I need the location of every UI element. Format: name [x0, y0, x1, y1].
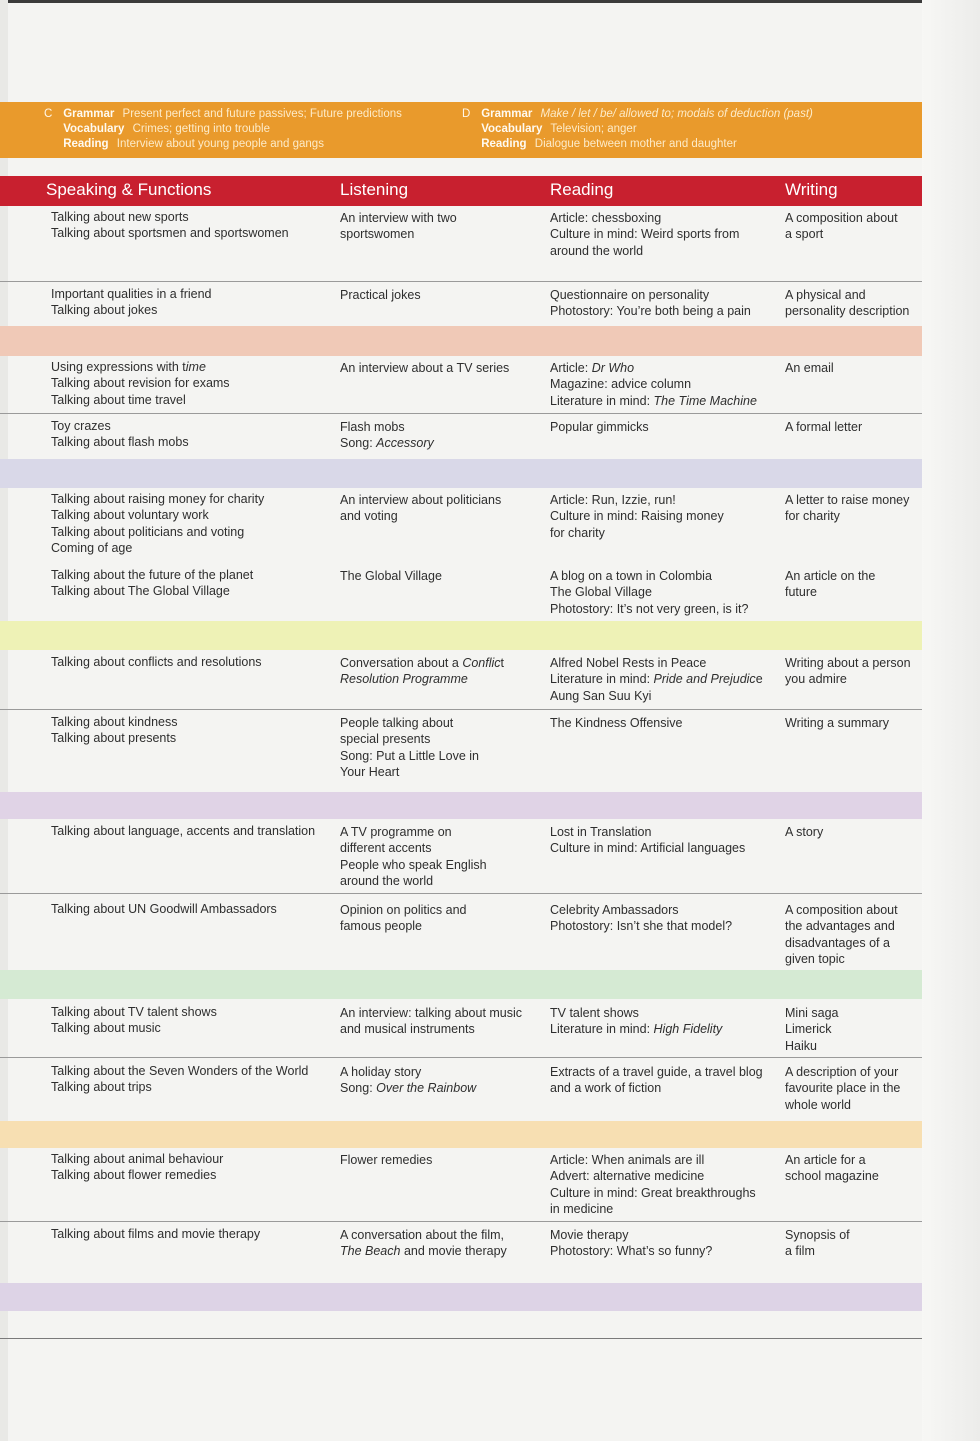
speaking-cell: [51, 654, 336, 670]
writing-line: a film: [785, 1244, 815, 1259]
listening-line: An interview about a TV series: [340, 361, 510, 375]
speaking-line: Talking about kindness: [51, 715, 178, 729]
writing-line: Limerick: [785, 1022, 832, 1037]
speaking-line: Talking about sportsmen and sportswomen: [51, 226, 289, 241]
row-separator: [0, 413, 922, 414]
speaking-line: Talking about raising money for charity: [51, 492, 265, 506]
reading-line: for charity: [550, 525, 605, 540]
speaking-cell: [51, 901, 336, 917]
writing-cell: [785, 1152, 920, 1185]
writing-line: An article on the: [785, 569, 876, 583]
speaking-line: Using expressions with time: [51, 360, 206, 374]
writing-cell: [785, 1005, 920, 1054]
speaking-line: Talking about flash mobs: [51, 435, 189, 450]
writing-cell: [785, 1227, 920, 1260]
reading-line: Article: Run, Izzie, run!: [550, 493, 676, 507]
writing-cell: [785, 210, 920, 243]
writing-line: A description of your: [785, 1065, 899, 1079]
writing-line: given topic: [785, 951, 845, 966]
speaking-line: Coming of age: [51, 540, 133, 555]
listening-cell: [340, 1064, 545, 1097]
reading-cell: [550, 1152, 780, 1217]
writing-line: An article for a: [785, 1153, 866, 1167]
speaking-cell: [51, 359, 336, 408]
listening-line: sportswomen: [340, 227, 415, 242]
listening-line: A TV programme on: [340, 825, 452, 839]
reading-cell: [550, 210, 780, 259]
listening-line: People who speak English: [340, 857, 487, 872]
listening-line: An interview about politicians: [340, 493, 502, 507]
speaking-line: Talking about TV talent shows: [51, 1005, 217, 1019]
speaking-line: Talking about animal behaviour: [51, 1152, 224, 1166]
reading-line: Advert: alternative medicine: [550, 1169, 705, 1184]
writing-line: A composition about: [785, 903, 898, 917]
unit-divider-band: [0, 1121, 922, 1148]
reading-line: around the world: [550, 243, 644, 258]
speaking-line: Important qualities in a friend: [51, 287, 212, 301]
listening-line: Song: Put a Little Love in: [340, 748, 479, 763]
speaking-line: Talking about revision for exams: [51, 376, 230, 391]
listening-line: and voting: [340, 509, 398, 524]
unit-divider-band: [0, 792, 922, 819]
reading-line: Lost in Translation: [550, 825, 652, 839]
listening-cell: [340, 287, 545, 303]
reading-line: Aung San Suu Kyi: [550, 688, 652, 703]
speaking-cell: [51, 567, 336, 600]
writing-line: Mini saga: [785, 1006, 839, 1020]
reading-line: Photostory: You’re both being a pain: [550, 304, 751, 319]
speaking-cell: [51, 823, 336, 839]
reading-cell: [550, 287, 780, 320]
listening-line: Opinion on politics and: [340, 903, 467, 917]
grammar-value: Make / let / be/ allowed to; modals of deduction (past): [540, 108, 813, 120]
writing-line: for charity: [785, 509, 840, 524]
vocabulary-label: Vocabulary: [481, 123, 543, 135]
speaking-cell: [51, 1226, 336, 1242]
header-reading: Reading: [550, 180, 614, 199]
reading-line: Popular gimmicks: [550, 420, 649, 434]
row-separator: [0, 709, 922, 710]
listening-line: A holiday story: [340, 1065, 422, 1079]
reading-cell: [550, 492, 780, 541]
writing-line: the advantages and: [785, 919, 895, 934]
speaking-line: Talking about films and movie therapy: [51, 1227, 261, 1241]
writing-cell: [785, 824, 920, 840]
listening-cell: [340, 655, 545, 688]
listening-cell: [340, 492, 545, 525]
reading-label: Reading: [481, 138, 527, 150]
listening-cell: [340, 824, 545, 889]
reading-line: Article: When animals are ill: [550, 1153, 705, 1167]
reading-line: Culture in mind: Artificial languages: [550, 841, 746, 856]
vocabulary-value: Crimes; getting into trouble: [132, 123, 270, 135]
unit-d-summary: [462, 107, 813, 152]
reading-line: and a work of fiction: [550, 1081, 662, 1096]
row-separator: [0, 1057, 922, 1058]
table-header: [0, 176, 922, 206]
page-binding-shadow: [0, 0, 8, 1441]
speaking-cell: [51, 1004, 336, 1037]
reading-line: Questionnaire on personality: [550, 288, 710, 302]
reading-cell: [550, 419, 780, 435]
row-separator: [0, 893, 922, 894]
unit-divider-band: [0, 970, 922, 999]
writing-line: A physical and: [785, 288, 866, 302]
listening-line: The Beach and movie therapy: [340, 1244, 507, 1259]
writing-cell: [785, 1064, 920, 1113]
listening-line: around the world: [340, 873, 434, 888]
reading-line: Literature in mind: High Fidelity: [550, 1022, 723, 1037]
reading-line: Photostory: It’s not very green, is it?: [550, 601, 749, 616]
reading-line: Culture in mind: Weird sports from: [550, 227, 740, 242]
writing-line: Synopsis of: [785, 1228, 850, 1242]
unit-letter: C: [44, 108, 53, 120]
writing-line: disadvantages of a: [785, 935, 890, 950]
reading-line: The Kindness Offensive: [550, 716, 683, 730]
speaking-line: Talking about language, accents and translation: [51, 824, 316, 838]
speaking-line: Talking about the Seven Wonders of the World: [51, 1064, 309, 1078]
listening-cell: [340, 1005, 545, 1038]
reading-line: TV talent shows: [550, 1006, 639, 1020]
reading-cell: [550, 568, 780, 617]
reading-cell: [550, 655, 780, 704]
reading-line: Photostory: What’s so funny?: [550, 1244, 713, 1259]
listening-line: Resolution Programme: [340, 672, 468, 687]
speaking-cell: [51, 209, 336, 242]
unit-divider-band: [0, 326, 922, 356]
listening-line: Flash mobs: [340, 420, 405, 434]
reading-cell: [550, 715, 780, 731]
writing-line: A formal letter: [785, 420, 863, 434]
listening-line: famous people: [340, 919, 423, 934]
writing-line: A story: [785, 825, 824, 839]
speaking-line: Talking about the future of the planet: [51, 568, 254, 582]
reading-cell: [550, 824, 780, 857]
listening-cell: [340, 210, 545, 243]
listening-line: An interview: talking about music: [340, 1006, 523, 1020]
unit-c-summary: [44, 107, 402, 152]
writing-line: A letter to raise money: [785, 493, 910, 507]
listening-cell: [340, 419, 545, 452]
reading-cell: [550, 1064, 780, 1097]
reading-value: Interview about young people and gangs: [116, 138, 324, 150]
speaking-line: Talking about jokes: [51, 303, 158, 318]
writing-cell: [785, 655, 920, 688]
page-top-edge: [0, 0, 980, 3]
listening-cell: [340, 715, 545, 780]
writing-cell: [785, 492, 920, 525]
reading-line: Photostory: Isn’t she that model?: [550, 919, 733, 934]
reading-line: in medicine: [550, 1201, 614, 1216]
reading-label: Reading: [63, 138, 109, 150]
vocabulary-value: Television; anger: [550, 123, 637, 135]
reading-cell: [550, 1005, 780, 1038]
writing-cell: [785, 568, 920, 601]
listening-line: Song: Accessory: [340, 436, 434, 451]
speaking-line: Toy crazes: [51, 419, 111, 433]
unit-divider-band: [0, 621, 922, 650]
speaking-cell: [51, 286, 336, 319]
reading-cell: [550, 1227, 780, 1260]
writing-line: future: [785, 585, 817, 600]
reading-line: Alfred Nobel Rests in Peace: [550, 656, 707, 670]
reading-cell: [550, 902, 780, 935]
writing-cell: [785, 715, 920, 731]
listening-line: special presents: [340, 732, 431, 747]
reading-line: Culture in mind: Great breakthroughs: [550, 1185, 756, 1200]
listening-line: Your Heart: [340, 764, 400, 779]
reading-line: Literature in mind: The Time Machine: [550, 393, 757, 408]
unit-summary-band: [0, 102, 922, 158]
writing-cell: [785, 902, 920, 967]
reading-line: Extracts of a travel guide, a travel blog: [550, 1065, 763, 1079]
writing-line: Haiku: [785, 1038, 817, 1053]
speaking-cell: [51, 418, 336, 451]
speaking-line: Talking about trips: [51, 1080, 152, 1095]
unit-divider-band: [0, 459, 922, 488]
speaking-line: Talking about The Global Village: [51, 584, 230, 599]
listening-line: Conversation about a Conflict: [340, 656, 505, 670]
grammar-value: Present perfect and future passives; Future predictions: [122, 108, 402, 120]
listening-cell: [340, 902, 545, 935]
speaking-line: Talking about new sports: [51, 210, 189, 224]
row-separator: [0, 281, 922, 282]
reading-value: Dialogue between mother and daughter: [534, 138, 737, 150]
writing-cell: [785, 419, 920, 435]
reading-line: Literature in mind: Pride and Prejudice: [550, 672, 763, 687]
writing-cell: [785, 360, 920, 376]
reading-cell: [550, 360, 780, 409]
grammar-label: Grammar: [481, 108, 533, 120]
writing-line: An email: [785, 361, 834, 375]
listening-line: An interview with two: [340, 211, 457, 225]
reading-line: Article: Dr Who: [550, 361, 635, 375]
speaking-cell: [51, 491, 336, 556]
unit-letter: D: [462, 108, 471, 120]
header-listening: Listening: [340, 180, 409, 199]
listening-cell: [340, 1227, 545, 1260]
listening-line: Practical jokes: [340, 288, 421, 302]
writing-cell: [785, 287, 920, 320]
listening-line: Song: Over the Rainbow: [340, 1081, 477, 1096]
header-speaking: Speaking & Functions: [46, 180, 212, 199]
bottom-rule: [0, 1338, 922, 1339]
reading-line: The Global Village: [550, 585, 652, 600]
speaking-cell: [51, 714, 336, 747]
writing-line: Writing a summary: [785, 716, 889, 730]
reading-line: A blog on a town in Colombia: [550, 569, 712, 583]
listening-line: A conversation about the film,: [340, 1228, 504, 1242]
listening-line: and musical instruments: [340, 1022, 475, 1037]
listening-line: The Global Village: [340, 569, 442, 583]
writing-line: school magazine: [785, 1169, 879, 1184]
speaking-cell: [51, 1151, 336, 1184]
reading-line: Article: chessboxing: [550, 211, 662, 225]
writing-line: you admire: [785, 672, 847, 687]
speaking-line: Talking about flower remedies: [51, 1168, 217, 1183]
listening-cell: [340, 568, 545, 584]
writing-line: whole world: [785, 1097, 852, 1112]
writing-line: A composition about: [785, 211, 898, 225]
reading-line: Magazine: advice column: [550, 377, 692, 392]
unit-divider-band: [0, 1283, 922, 1311]
listening-line: Flower remedies: [340, 1153, 433, 1167]
writing-line: favourite place in the: [785, 1081, 901, 1096]
speaking-line: Talking about music: [51, 1021, 161, 1036]
speaking-line: Talking about conflicts and resolutions: [51, 655, 262, 669]
reading-line: Celebrity Ambassadors: [550, 903, 679, 917]
page-right-margin: [922, 0, 980, 1441]
reading-line: Movie therapy: [550, 1228, 629, 1242]
listening-cell: [340, 1152, 545, 1168]
speaking-line: Talking about voluntary work: [51, 508, 209, 523]
grammar-label: Grammar: [63, 108, 115, 120]
speaking-line: Talking about presents: [51, 731, 177, 746]
listening-cell: [340, 360, 545, 376]
header-writing: Writing: [785, 180, 838, 199]
writing-line: personality description: [785, 304, 910, 319]
speaking-line: Talking about politicians and voting: [51, 524, 245, 539]
speaking-line: Talking about time travel: [51, 392, 186, 407]
speaking-cell: [51, 1063, 336, 1096]
writing-line: a sport: [785, 227, 824, 242]
writing-line: Writing about a person: [785, 656, 911, 670]
row-separator: [0, 1221, 922, 1222]
speaking-line: Talking about UN Goodwill Ambassadors: [51, 902, 277, 916]
listening-line: People talking about: [340, 716, 454, 730]
listening-line: different accents: [340, 841, 432, 856]
vocabulary-label: Vocabulary: [63, 123, 125, 135]
reading-line: Culture in mind: Raising money: [550, 509, 724, 524]
